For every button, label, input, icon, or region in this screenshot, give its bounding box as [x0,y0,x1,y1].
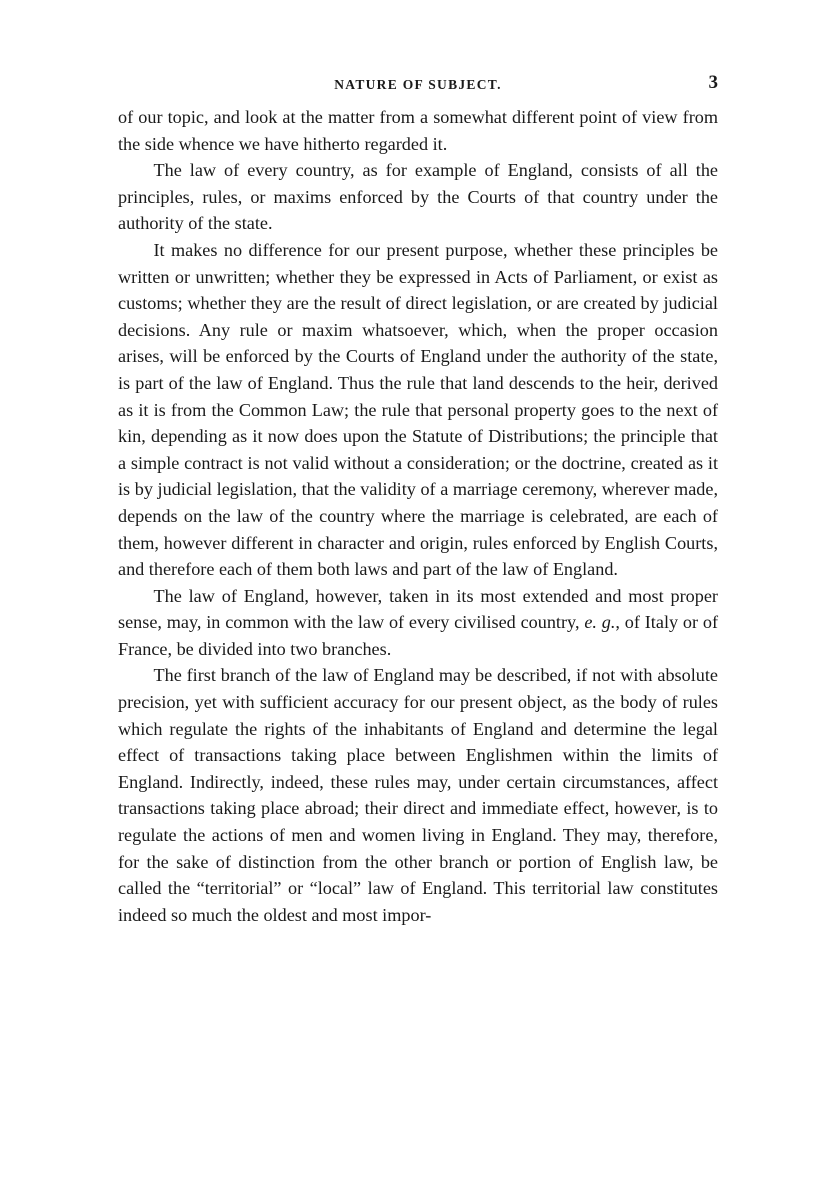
body-text [118,104,718,928]
running-head [118,70,718,104]
two-branches-text-start: The law of England, however, taken in its most extended and most proper sense, may, in common with the law of every civilised country, [118,585,718,633]
book-page [118,70,718,928]
running-head-title: NATURE OF SUBJECT. [334,77,502,92]
paragraph-continuation: of our topic, and look at the matter from a somewhat different point of view from the side whence we have hitherto regarded it. [118,107,718,154]
page-number: 3 [708,72,718,93]
two-branches-text-end: , of Italy or of France, be divided into two branches. [118,612,719,659]
paragraph-law-definition: The law of every country, as for example of England, consists of all the principles, rules, or maxims enforced by the Courts of that country under the authority of the state. [118,160,718,234]
paragraph-territorial-law: The first branch of the law of England may be described, if not with absolute precision, yet with sufficient accuracy for our present object, as the body of rules which regulate the rights of the inhabitants of England and determine the legal effect of transactions taking place between Englishmen within the limits of England. Indirectly, indeed, these rules may, under certain circumstances, affect transactions taking place abroad; their direct and immediate effect, however, is to regulate the actions of men and women living in England. They may, therefore, for the sake of distinction from the other branch or portion of English law, be called the “territorial” or “local” law of England. This territorial law constitutes indeed so much the oldest and most impor- [118,665,718,925]
two-branches-emphasis: e. g. [584,612,616,633]
paragraph-two-branches [118,583,718,663]
paragraph-written-unwritten: It makes no difference for our present purpose, whether these principles be written or unwritten; whether they be expressed in Acts of Parliament, or exist as customs; whether they are the result of direct legislation, or are created by judicial decisions. Any rule or maxim whatsoever, which, when the proper occasion arises, will be enforced by the Courts of England under the authority of the state, is part of the law of England. Thus the rule that land descends to the heir, derived as it is from the Common Law; the rule that personal property goes to the next of kin, depending as it now does upon the Statute of Distributions; the principle that a simple contract is not valid without a consideration; or the doctrine, created as it is by judicial legislation, that the validity of a marriage ceremony, wherever made, depends on the law of the country where the marriage is celebrated, are each of them, however different in character and origin, rules enforced by English Courts, and therefore each of them both laws and part of the law of England. [118,239,718,580]
